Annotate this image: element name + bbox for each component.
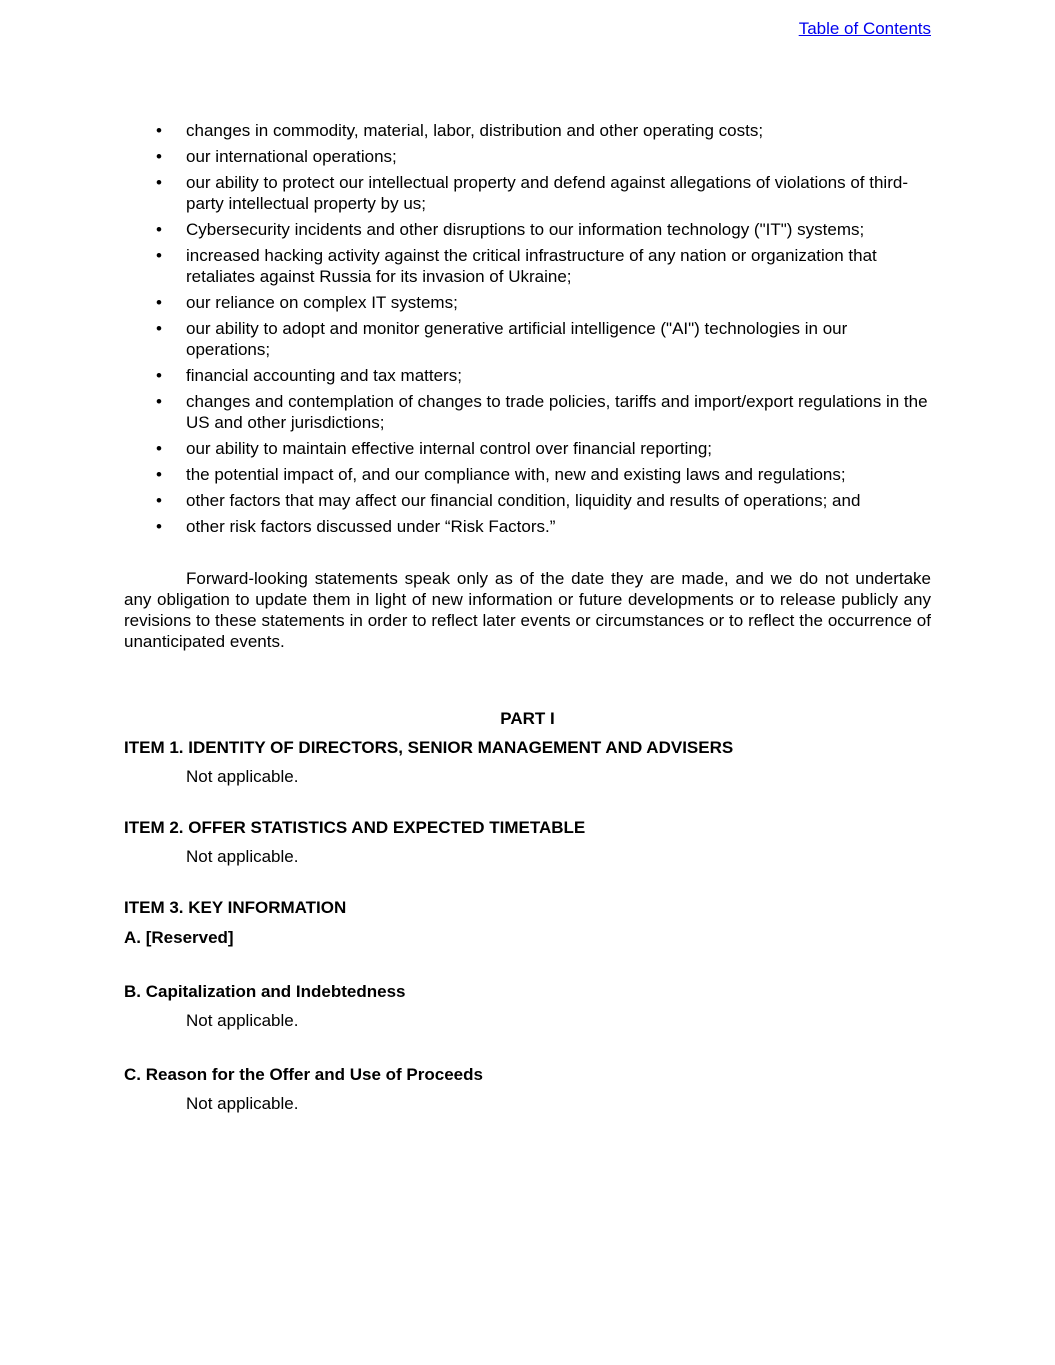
bullet-icon: •	[156, 392, 162, 411]
list-item	[124, 391, 931, 433]
bullet-icon: •	[156, 173, 162, 192]
bullet-icon: •	[156, 465, 162, 484]
forward-looking-paragraph: Forward-looking statements speak only as of the date they are made, and we do not undertake any obligation to update them in light of new information or future developments or to release publicly any revisions to these statements in order to reflect later events or circumstances or to reflect the occurrence of unanticipated events.	[124, 569, 931, 651]
table-of-contents-link[interactable]: Table of Contents	[798, 19, 931, 38]
item-1-heading: ITEM 1. IDENTITY OF DIRECTORS, SENIOR MANAGEMENT AND ADVISERS	[124, 738, 734, 757]
list-item-text: other factors that may affect our financial condition, liquidity and results of operations; and	[186, 491, 861, 510]
risk-factor-list	[124, 120, 931, 537]
item-3-heading: ITEM 3. KEY INFORMATION	[124, 898, 347, 917]
list-item-text: our ability to adopt and monitor generative artificial intelligence ("AI") technologies in our operations;	[186, 319, 848, 359]
item-3c-heading: C. Reason for the Offer and Use of Proceeds	[124, 1065, 483, 1084]
item-2-text: Not applicable.	[186, 847, 299, 866]
list-item	[124, 292, 931, 313]
bullet-icon: •	[156, 439, 162, 458]
bullet-icon: •	[156, 246, 162, 265]
list-item	[124, 438, 931, 459]
bullet-icon: •	[156, 147, 162, 166]
item-3c-text: Not applicable.	[186, 1094, 299, 1113]
list-item-text: our ability to maintain effective internal control over financial reporting;	[186, 439, 713, 458]
list-item-text: our reliance on complex IT systems;	[186, 293, 458, 312]
bullet-icon: •	[156, 491, 162, 510]
bullet-icon: •	[156, 517, 162, 536]
list-item-text: the potential impact of, and our compliance with, new and existing laws and regulations;	[186, 465, 846, 484]
list-item-text: other risk factors discussed under “Risk Factors.”	[186, 517, 556, 536]
bullet-icon: •	[156, 220, 162, 239]
list-item-text: changes in commodity, material, labor, distribution and other operating costs;	[186, 121, 764, 140]
list-item	[124, 245, 931, 287]
list-item-text: changes and contemplation of changes to trade policies, tariffs and import/export regulations in the US and other jurisdictions;	[186, 392, 928, 432]
list-item	[124, 490, 931, 511]
list-item-text: financial accounting and tax matters;	[186, 366, 462, 385]
item-3b-heading: B. Capitalization and Indebtedness	[124, 982, 406, 1001]
bullet-icon: •	[156, 121, 162, 140]
list-item	[124, 365, 931, 386]
list-item	[124, 464, 931, 485]
bullet-icon: •	[156, 293, 162, 312]
bullet-icon: •	[156, 319, 162, 338]
list-item	[124, 172, 931, 214]
item-3b-text: Not applicable.	[186, 1011, 299, 1030]
document-body	[124, 120, 931, 1114]
item-2-heading: ITEM 2. OFFER STATISTICS AND EXPECTED TIMETABLE	[124, 818, 586, 837]
list-item	[124, 219, 931, 240]
list-item-text: our ability to protect our intellectual property and defend against allegations of violations of third-party intellectual property by us;	[186, 173, 908, 213]
item-1-text: Not applicable.	[186, 767, 299, 786]
list-item	[124, 120, 931, 141]
list-item	[124, 516, 931, 537]
bullet-icon: •	[156, 366, 162, 385]
list-item-text: Cybersecurity incidents and other disruptions to our information technology ("IT") systems;	[186, 220, 865, 239]
part-title: PART I	[500, 709, 555, 728]
list-item	[124, 146, 931, 167]
item-3a-heading: A. [Reserved]	[124, 928, 234, 947]
list-item	[124, 318, 931, 360]
list-item-text: increased hacking activity against the critical infrastructure of any nation or organization that retaliates against Russia for its invasion of Ukraine;	[186, 246, 877, 286]
list-item-text: our international operations;	[186, 147, 397, 166]
